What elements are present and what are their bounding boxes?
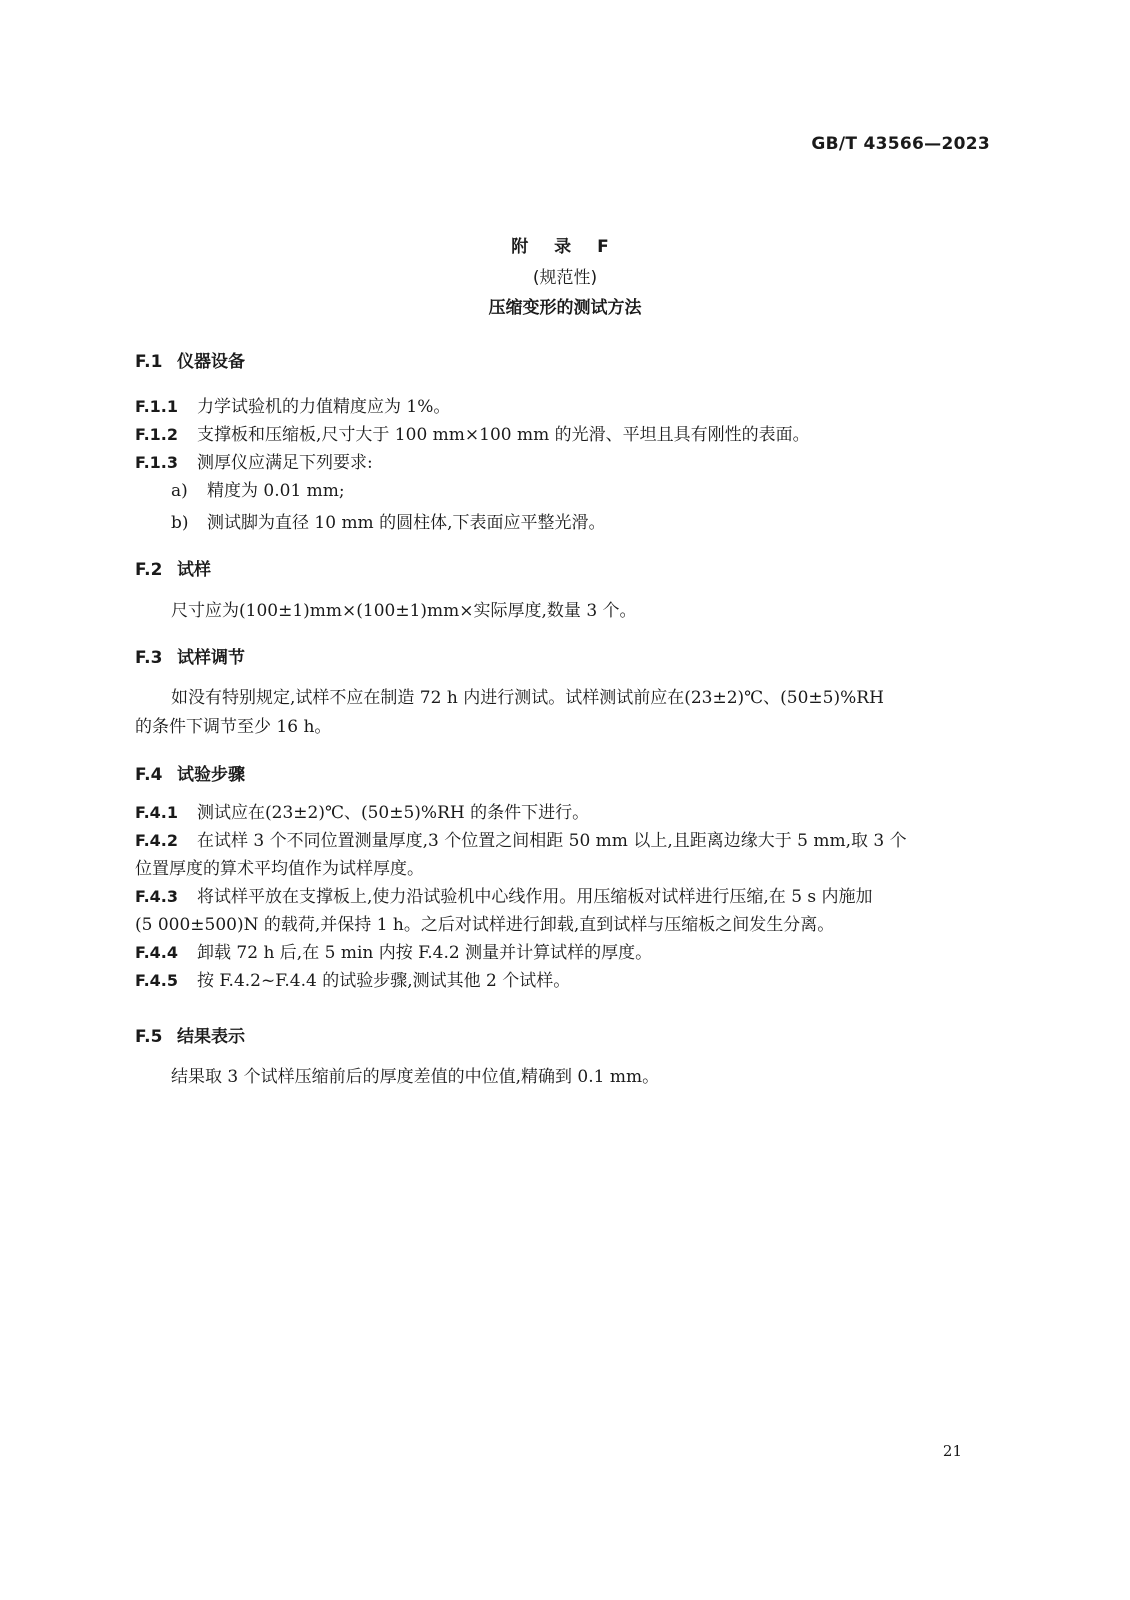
clause-text: 按 F.4.2~F.4.4 的试验步骤,测试其他 2 个试样。 [197, 971, 571, 991]
list-text: 精度为 0.01 mm; [207, 481, 345, 501]
section-f3-heading [135, 643, 995, 668]
section-title: 试样调节 [177, 648, 245, 668]
section-f5-heading [135, 1022, 995, 1047]
clause-f4-1 [135, 799, 995, 827]
clause-number: F.1.2 [135, 425, 178, 444]
clause-f4-2-continuation: 位置厚度的算术平均值作为试样厚度。 [135, 859, 424, 879]
paragraph-line: 如没有特别规定,试样不应在制造 72 h 内进行测试。试样测试前应在(23±2)℃、(50±5)%RH [171, 688, 884, 708]
clause-text-line: 在试样 3 个不同位置测量厚度,3 个位置之间相距 50 mm 以上,且距离边缘大于 5 mm,取 3 个 [197, 831, 907, 851]
clause-number: F.1.1 [135, 397, 178, 416]
paragraph: 尺寸应为(100±1)mm×(100±1)mm×实际厚度,数量 3 个。 [171, 601, 637, 621]
appendix-label: 附 录 F [511, 237, 619, 257]
section-title: 仪器设备 [177, 352, 245, 372]
list-text: 测试脚为直径 10 mm 的圆柱体,下表面应平整光滑。 [207, 513, 606, 533]
appendix-type: (规范性) [532, 268, 598, 288]
paragraph: 结果取 3 个试样压缩前后的厚度差值的中位值,精确到 0.1 mm。 [171, 1067, 660, 1087]
list-item-a [135, 477, 995, 505]
appendix-title: 压缩变形的测试方法 [488, 298, 642, 318]
clause-f4-3 [135, 883, 995, 911]
list-item-b [135, 509, 995, 537]
section-f1-clauses [135, 393, 995, 537]
clause-text: 力学试验机的力值精度应为 1%。 [197, 397, 451, 417]
section-f4-heading [135, 760, 995, 785]
clause-number: F.1.3 [135, 453, 178, 472]
clause-f4-2 [135, 827, 995, 855]
clause-f4-3-continuation: (5 000±500)N 的载荷,并保持 1 h。之后对试样进行卸载,直到试样与压缩板之间发生分离。 [135, 915, 835, 935]
list-marker: a) [171, 481, 188, 501]
clause-number: F.4.2 [135, 831, 178, 850]
clause-text: 支撑板和压缩板,尺寸大于 100 mm×100 mm 的光滑、平坦且具有刚性的表面。 [197, 425, 810, 445]
section-f3-paragraph [135, 683, 995, 741]
clause-f1-2 [135, 421, 995, 449]
clause-f4-5 [135, 967, 995, 995]
section-f5-paragraph [135, 1062, 995, 1092]
section-title: 试样 [177, 560, 211, 580]
section-f1-heading [135, 347, 995, 372]
page-number: 21 [942, 1442, 962, 1460]
section-f2-paragraph [135, 596, 995, 626]
clause-number: F.4.5 [135, 971, 178, 990]
clause-text: 卸载 72 h 后,在 5 min 内按 F.4.2 测量并计算试样的厚度。 [197, 943, 653, 963]
standard-number: GB/T 43566—2023 [811, 134, 990, 154]
clause-f4-4 [135, 939, 995, 967]
section-number: F.2 [135, 560, 163, 580]
clause-text-line: 将试样平放在支撑板上,使力沿试验机中心线作用。用压缩板对试样进行压缩,在 5 s 内施加 [197, 887, 873, 907]
clause-f1-3 [135, 449, 995, 477]
section-f2-heading [135, 555, 995, 580]
clause-text: 测厚仪应满足下列要求: [197, 453, 373, 473]
section-number: F.5 [135, 1027, 163, 1047]
clause-number: F.4.3 [135, 887, 178, 906]
clause-text: 测试应在(23±2)℃、(50±5)%RH 的条件下进行。 [197, 803, 590, 823]
clause-number: F.4.4 [135, 943, 178, 962]
section-title: 试验步骤 [177, 765, 245, 785]
list-marker: b) [171, 513, 189, 533]
clause-f1-1 [135, 393, 995, 421]
clause-number: F.4.1 [135, 803, 178, 822]
section-number: F.4 [135, 765, 163, 785]
section-f4-clauses [135, 799, 995, 995]
section-number: F.1 [135, 352, 163, 372]
section-title: 结果表示 [177, 1027, 245, 1047]
section-number: F.3 [135, 648, 163, 668]
paragraph-line: 的条件下调节至少 16 h。 [135, 717, 332, 737]
